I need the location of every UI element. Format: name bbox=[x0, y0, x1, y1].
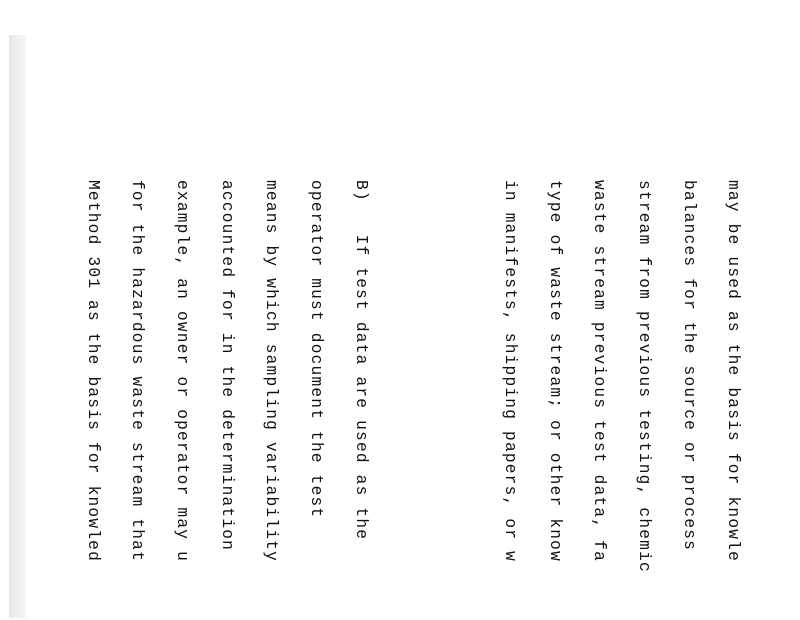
rotated-document-text bbox=[0, 180, 800, 620]
text-line: accounted for in the determination bbox=[217, 180, 236, 552]
text-line: for the hazardous waste stream that bbox=[128, 180, 147, 562]
text-line: waste stream previous test data, fa bbox=[590, 180, 609, 562]
text-line: means by which sampling variability bbox=[262, 180, 281, 562]
text-line: example, an owner or operator may u bbox=[173, 180, 192, 562]
text-line: type of waste stream; or other know bbox=[545, 180, 564, 562]
text-line: Method 301 as the basis for knowled bbox=[83, 180, 102, 562]
text-line: may be used as the basis for knowle bbox=[724, 180, 743, 562]
paragraph-b bbox=[55, 180, 398, 620]
text-line: B) If test data are used as the bbox=[351, 180, 370, 541]
text-line: in manifests, shipping papers, or w bbox=[500, 180, 519, 562]
text-line: balances for the source or process bbox=[679, 180, 698, 552]
text-line: stream from previous testing, chemic bbox=[634, 180, 653, 573]
paragraph-intro bbox=[472, 180, 770, 620]
text-line: operator must document the test bbox=[307, 180, 326, 519]
